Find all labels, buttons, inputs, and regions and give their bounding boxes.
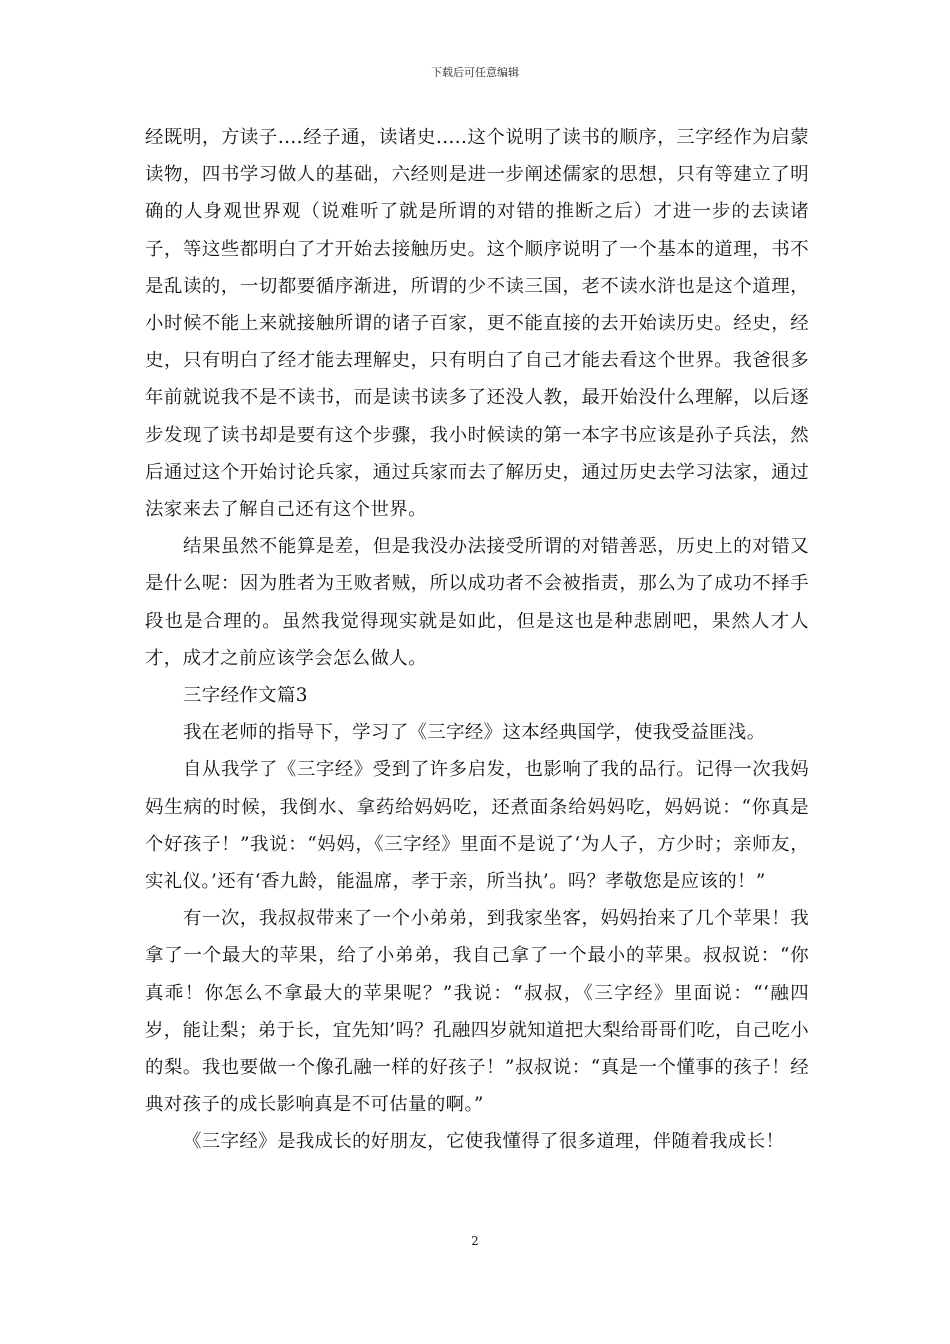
paragraph-mother-story: 自从我学了《三字经》受到了许多启发，也影响了我的品行。记得一次我妈妈生病的时候，我倒水、拿药给妈妈吃，还煮面条给妈妈吃，妈妈说：“你真是个好孩子！”我说：“妈妈，《三字经》里面不是说了‘为人子，方少时；亲师友，实礼仪。’还有‘香九龄，能温席，孝于亲，所当执’。吗？孝敬您是应该的！” <box>145 759 809 893</box>
page-header: 下载后可任意编辑 <box>431 66 519 79</box>
document-body <box>145 119 809 1161</box>
paragraph-reading-order: 经既明，方读子....经子通，读诸史.....这个说明了读书的顺序，三字经作为启蒙读物，四书学习做人的基础，六经则是进一步阐述儒家的思想，只有等建立了明确的人身观世界观（说难听了就是所谓的对错的推断之后）才进一步的去读诸子，等这些都明白了才开始去接触历史。这个顺序说明了一个基本的道理，书不是乱读的，一切都要循序渐进，所谓的少不读三国，老不读水浒也是这个道理，小时候不能上来就接触所谓的诸子百家，更不能直接的去开始读历史。经史，经史，只有明白了经才能去理解史，只有明白了自己才能去看这个世界。我爸很多年前就说我不是不读书，而是读书读多了还没人教，最开始没什么理解，以后逐步发现了读书却是要有这个步骤，我小时候读的第一本字书应该是孙子兵法，然后通过这个开始讨论兵家，通过兵家而去了解历史，通过历史去学习法家，通过法家来去了解自己还有这个世界。 <box>145 127 809 521</box>
page-number: 2 <box>471 1234 479 1248</box>
paragraph-right-and-wrong: 结果虽然不能算是差，但是我没办法接受所谓的对错善恶，历史上的对错又是什么呢：因为胜者为王败者贼，所以成功者不会被指责，那么为了成功不择手段也是合理的。虽然我觉得现实就是如此，但是这也是种悲剧吧，果然人才人才，成才之前应该学会怎么做人。 <box>145 536 809 669</box>
section-heading: 三字经作文篇3 <box>183 685 308 707</box>
paragraph-apple-story: 有一次，我叔叔带来了一个小弟弟，到我家坐客，妈妈抬来了几个苹果！我拿了一个最大的苹果，给了小弟弟，我自己拿了一个最小的苹果。叔叔说：“你真乖！你怎么不拿最大的苹果呢？”我说：“叔叔，《三字经》里面说：“‘融四岁，能让梨；弟于长，宜先知’吗？孔融四岁就知道把大梨给哥哥们吃，自己吃小的梨。我也要做一个像孔融一样的好孩子！”叔叔说：“真是一个懂事的孩子！经典对孩子的成长影响真是不可估量的啊。” <box>145 908 809 1116</box>
paragraph-intro: 我在老师的指导下，学习了《三字经》这本经典国学，使我受益匪浅。 <box>183 722 766 744</box>
paragraph-conclusion: 《三字经》是我成长的好朋友，它使我懂得了很多道理，伴随着我成长！ <box>183 1131 785 1153</box>
